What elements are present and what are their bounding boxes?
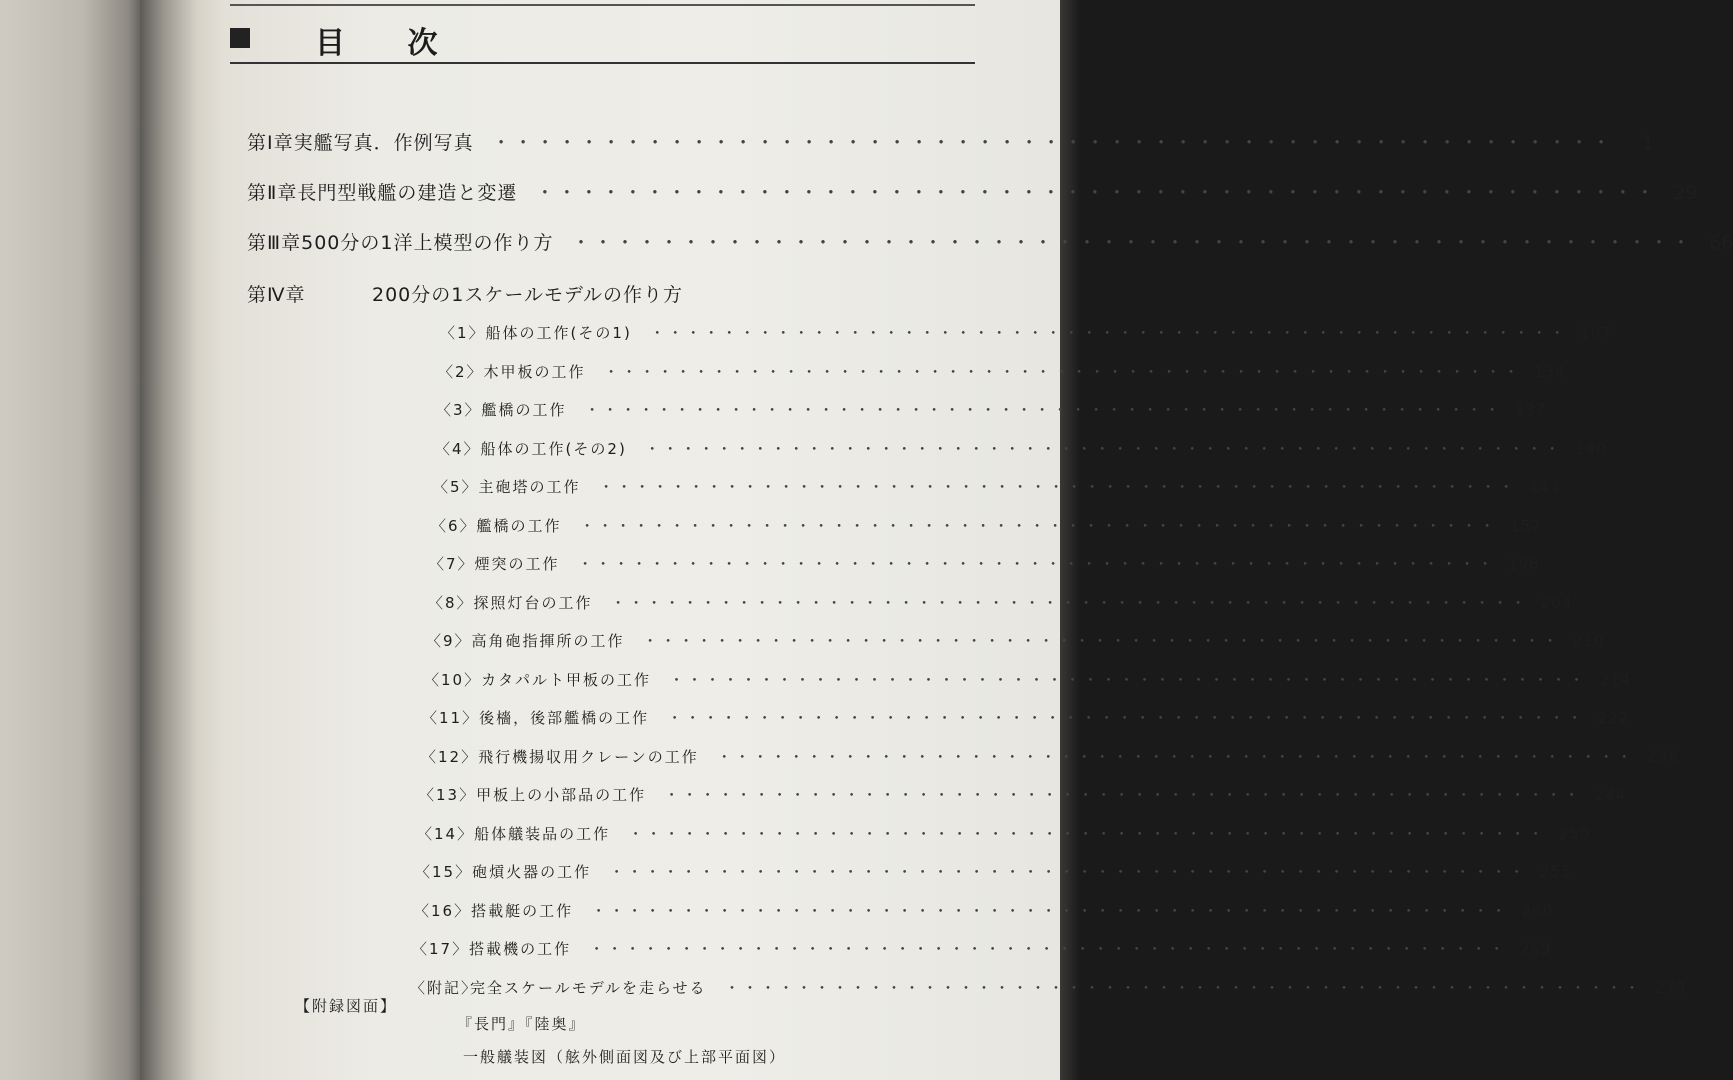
page-title: 目 次: [315, 26, 464, 61]
toc-section-row: [436, 399, 1547, 420]
toc-section-row: [428, 592, 1573, 613]
section-title: 高角砲指揮所の工作: [471, 632, 625, 650]
dot-leader: ・・・・・・・・・・・・・・・・・・・・・・・・・・・・・・・・・・・・・・・・・・・・・・・・・・・: [649, 324, 1568, 342]
toc-section-row: [438, 361, 1566, 382]
section-title: 主砲塔の工作: [478, 478, 581, 496]
toc-section-row: [424, 669, 1631, 690]
section-title: 飛行機揚収用クレーンの工作: [478, 748, 699, 766]
dot-leader: ・・・・・・・・・・・・・・・・・・・・・・・・・・・・・・・・・・・・・・・・・・・・・・・・・・・: [610, 594, 1529, 612]
toc-page: [225, 0, 1733, 1080]
section-number: 〈6〉: [431, 517, 477, 535]
appendix-drawing: 一般艤装図（舷外側面図及び上部平面図）: [463, 1048, 787, 1066]
dot-leader: ・・・・・・・・・・・・・・・・・・・・・・・・・・・・・・・・・・・・・・・・・・・・・・・・・・・: [667, 709, 1586, 727]
section-title: 砲熕火器の工作: [472, 863, 592, 881]
chapter-title: 実艦写真．作例写真: [293, 132, 474, 154]
dot-leader: ・・・・・・・・・・・・・・・・・・・・・・・・・・・・・・・・・・・・・・・・・・・・・・・・・・・: [724, 979, 1643, 997]
toc-section-row: [433, 476, 1561, 497]
section-page: 140: [1575, 440, 1607, 458]
section-title: 船体の工作(その2): [480, 440, 627, 458]
toc-section-row: [421, 746, 1679, 767]
section-number: 〈附記〉: [410, 979, 479, 997]
section-number: 〈10〉: [424, 671, 482, 689]
section-number: 〈7〉: [429, 555, 475, 573]
section-number: 〈4〉: [435, 440, 481, 458]
section-title: 艦橋の工作: [476, 517, 562, 535]
section-page: 260: [1521, 902, 1554, 920]
section-page: 137: [1514, 401, 1547, 419]
section-page: 250: [1558, 825, 1591, 843]
section-number: 〈8〉: [428, 594, 474, 612]
chapter-page: 29: [1673, 182, 1698, 204]
appendix-ships: 『長門』『陸奥』: [457, 1015, 586, 1033]
section-number: 〈17〉: [412, 940, 470, 958]
section-title: 煙突の工作: [474, 555, 560, 573]
toc-chapter-row: [247, 128, 1654, 155]
dot-leader: ・・・・・・・・・・・・・・・・・・・・・・・・・・・・・・・・・・・・・・・・・・・・・・・・・・・: [584, 401, 1503, 419]
section-title: カタパルト甲板の工作: [481, 671, 651, 689]
dot-leader: ・・・・・・・・・・・・・・・・・・・・・・・・・・・・・・・・・・・・・・・・・・・・・・・・・・・: [609, 863, 1528, 881]
section-page: 238: [1647, 748, 1679, 766]
section-number: 〈13〉: [419, 786, 477, 804]
section-page: 157: [1509, 517, 1542, 535]
toc-section-row: [414, 900, 1554, 921]
dot-leader: ・・・・・・・・・・・・・・・・・・・・・・・・・・・・・・・・・・・・・・・・・・・・・・・・・・・: [628, 825, 1547, 843]
toc-section-row: [435, 438, 1607, 459]
section-page: 107: [1580, 324, 1612, 342]
appendix-label: 【附録図面】: [295, 997, 398, 1015]
toc-section-row: [419, 784, 1627, 805]
toc-section-row: [415, 861, 1572, 882]
section-page: 244: [1594, 786, 1627, 804]
section-title: 搭載艇の工作: [471, 902, 574, 920]
chapter-page: 66: [1709, 232, 1733, 254]
section-number: 〈16〉: [414, 902, 472, 920]
section-page: 222: [1597, 709, 1630, 727]
section-page: 134: [1533, 363, 1566, 381]
section-number: 〈3〉: [436, 401, 482, 419]
chapter-number: 第Ⅳ章: [247, 284, 306, 306]
dot-leader: ・・・・・・・・・・・・・・・・・・・・・・・・・・・・・・・・・・・・・・・・・・・・・・・・・・・: [577, 555, 1496, 573]
dot-leader: ・・・・・・・・・・・・・・・・・・・・・・・・・・・・・・・・・・・・・・・・・・・・・・・・・・・: [642, 632, 1561, 650]
book-gutter: [140, 0, 235, 1080]
dot-leader: ・・・・・・・・・・・・・・・・・・・・・・・・・・・・・・・・・・・・・・・・・・・・・・・・・・・: [589, 940, 1508, 958]
section-page: 204: [1540, 594, 1573, 612]
dot-leader: ・・・・・・・・・・・・・・・・・・・・・・・・・・・・・・・・・・・・・・・・・・・・・・・・・・・: [571, 232, 1694, 254]
left-page-edge: [0, 0, 150, 1080]
toc-section-row: [426, 630, 1605, 651]
section-page: 198: [1507, 555, 1540, 573]
section-title: 木甲板の工作: [483, 363, 586, 381]
section-page: 273: [1654, 979, 1687, 997]
dot-leader: ・・・・・・・・・・・・・・・・・・・・・・・・・・・・・・・・・・・・・・・・・・・・・・・・・・・: [491, 132, 1614, 154]
section-number: 〈9〉: [426, 632, 472, 650]
chapter-title: 200分の1スケールモデルの作り方: [372, 284, 684, 306]
chapter-page: 1: [1641, 132, 1654, 154]
section-title: 甲板上の小部品の工作: [476, 786, 647, 804]
dot-leader: ・・・・・・・・・・・・・・・・・・・・・・・・・・・・・・・・・・・・・・・・・・・・・・・・・・・: [603, 363, 1522, 381]
section-page: 214: [1599, 671, 1631, 689]
toc-section-row: [429, 553, 1540, 574]
dot-leader: ・・・・・・・・・・・・・・・・・・・・・・・・・・・・・・・・・・・・・・・・・・・・・・・・・・・: [535, 182, 1658, 204]
dot-leader: ・・・・・・・・・・・・・・・・・・・・・・・・・・・・・・・・・・・・・・・・・・・・・・・・・・・: [579, 517, 1498, 535]
toc-section-row: [417, 823, 1591, 844]
section-page: 269: [1519, 940, 1552, 958]
section-page: 255: [1539, 863, 1572, 881]
section-number: 〈5〉: [433, 478, 479, 496]
toc-section-row: [440, 322, 1612, 343]
section-number: 〈12〉: [421, 748, 479, 766]
chapter-number: 第Ⅲ章: [247, 232, 302, 254]
dot-leader: ・・・・・・・・・・・・・・・・・・・・・・・・・・・・・・・・・・・・・・・・・・・・・・・・・・・: [591, 902, 1510, 920]
section-number: 〈2〉: [438, 363, 484, 381]
toc-chapter-row: [247, 228, 1733, 255]
toc-section-row: [410, 977, 1687, 998]
toc-chapter-row: [247, 280, 807, 307]
section-page: 210: [1572, 632, 1605, 650]
chapter-title: 500分の1洋上模型の作り方: [301, 232, 554, 254]
dot-leader: ・・・・・・・・・・・・・・・・・・・・・・・・・・・・・・・・・・・・・・・・・・・・・・・・・・・: [664, 786, 1583, 804]
section-number: 〈15〉: [415, 863, 473, 881]
dot-leader: ・・・・・・・・・・・・・・・・・・・・・・・・・・・・・・・・・・・・・・・・・・・・・・・・・・・: [598, 478, 1517, 496]
section-page: 144: [1528, 478, 1561, 496]
dot-leader: ・・・・・・・・・・・・・・・・・・・・・・・・・・・・・・・・・・・・・・・・・・・・・・・・・・・: [668, 671, 1587, 689]
toc-section-row: [431, 515, 1542, 536]
section-title: 後檣，後部艦橋の工作: [479, 709, 650, 727]
section-number: 〈14〉: [417, 825, 475, 843]
toc-chapter-row: [247, 178, 1698, 205]
toc-section-row: [422, 707, 1630, 728]
dot-leader: ・・・・・・・・・・・・・・・・・・・・・・・・・・・・・・・・・・・・・・・・・・・・・・・・・・・: [644, 440, 1563, 458]
dot-leader: ・・・・・・・・・・・・・・・・・・・・・・・・・・・・・・・・・・・・・・・・・・・・・・・・・・・: [716, 748, 1635, 766]
chapter-title: 長門型戦艦の建造と変遷: [297, 182, 518, 204]
section-title: 完全スケールモデルを走らせる: [470, 979, 707, 997]
section-title: 船体艤装品の工作: [474, 825, 611, 843]
section-number: 〈1〉: [440, 324, 486, 342]
section-title: 探照灯台の工作: [473, 594, 593, 612]
section-title: 艦橋の工作: [481, 401, 567, 419]
section-title: 船体の工作(その1): [485, 324, 632, 342]
section-title: 搭載機の工作: [469, 940, 572, 958]
section-number: 〈11〉: [422, 709, 480, 727]
toc-section-row: [412, 938, 1552, 959]
toc-list: [225, 0, 1733, 1080]
chapter-number: 第Ⅱ章: [247, 182, 298, 204]
chapter-number: 第Ⅰ章: [247, 132, 294, 154]
